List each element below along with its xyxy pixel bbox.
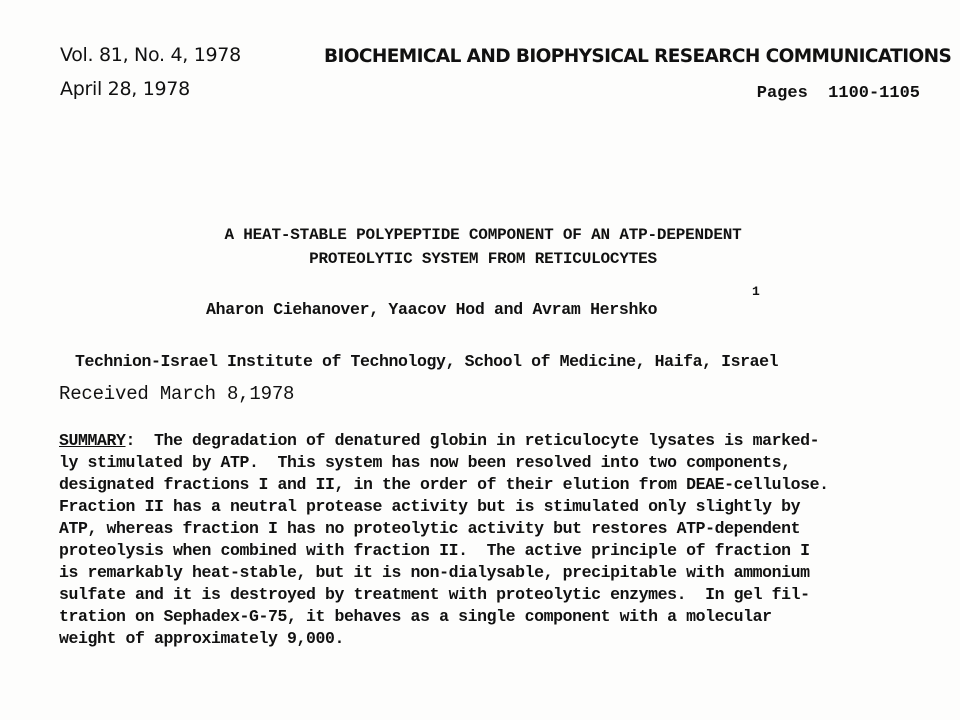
summary-line: sulfate and it is destroyed by treatment with proteolytic enzymes. In gel fil-	[59, 585, 810, 604]
summary-line: ATP, whereas fraction I has no proteolytic activity but restores ATP-dependent	[59, 519, 801, 538]
summary-separator: :	[125, 431, 136, 450]
summary-heading: SUMMARY	[59, 431, 126, 450]
received-date: Received March 8,1978	[59, 383, 295, 405]
summary-block	[59, 430, 939, 650]
summary-line: Fraction II has a neutral protease activity but is stimulated only slightly by	[59, 497, 801, 516]
summary-line	[59, 430, 939, 452]
summary-line: is remarkably heat-stable, but it is non-dialysable, precipitable with ammonium	[59, 563, 810, 582]
summary-line: designated fractions I and II, in the order of their elution from DEAE-cellulose.	[59, 475, 829, 494]
summary-line: tration on Sephadex-G-75, it behaves as a single component with a molecular	[59, 607, 772, 626]
author-list: Aharon Ciehanover, Yaacov Hod and Avram Hershko	[206, 300, 658, 319]
summary-first-text: The degradation of denatured globin in reticulocyte lysates is marked-	[135, 431, 820, 450]
article-title-line-2: PROTEOLYTIC SYSTEM FROM RETICULOCYTES	[309, 250, 657, 268]
summary-line: ly stimulated by ATP. This system has now been resolved into two components,	[59, 453, 791, 472]
summary-line: weight of approximately 9,000.	[59, 629, 345, 648]
article-title-line-1: A HEAT-STABLE POLYPEPTIDE COMPONENT OF AN ATP-DEPENDENT	[224, 226, 742, 244]
journal-name: BIOCHEMICAL AND BIOPHYSICAL RESEARCH COMMUNICATIONS	[324, 46, 952, 67]
summary-line: proteolysis when combined with fraction II. The active principle of fraction I	[59, 541, 810, 560]
volume-info: Vol. 81, No. 4, 1978	[60, 44, 241, 66]
issue-date: April 28, 1978	[60, 78, 190, 100]
author-footnote-mark: 1	[752, 284, 760, 299]
page-range: Pages 1100-1105	[756, 84, 920, 103]
affiliation: Technion-Israel Institute of Technology, School of Medicine, Haifa, Israel	[75, 352, 779, 371]
